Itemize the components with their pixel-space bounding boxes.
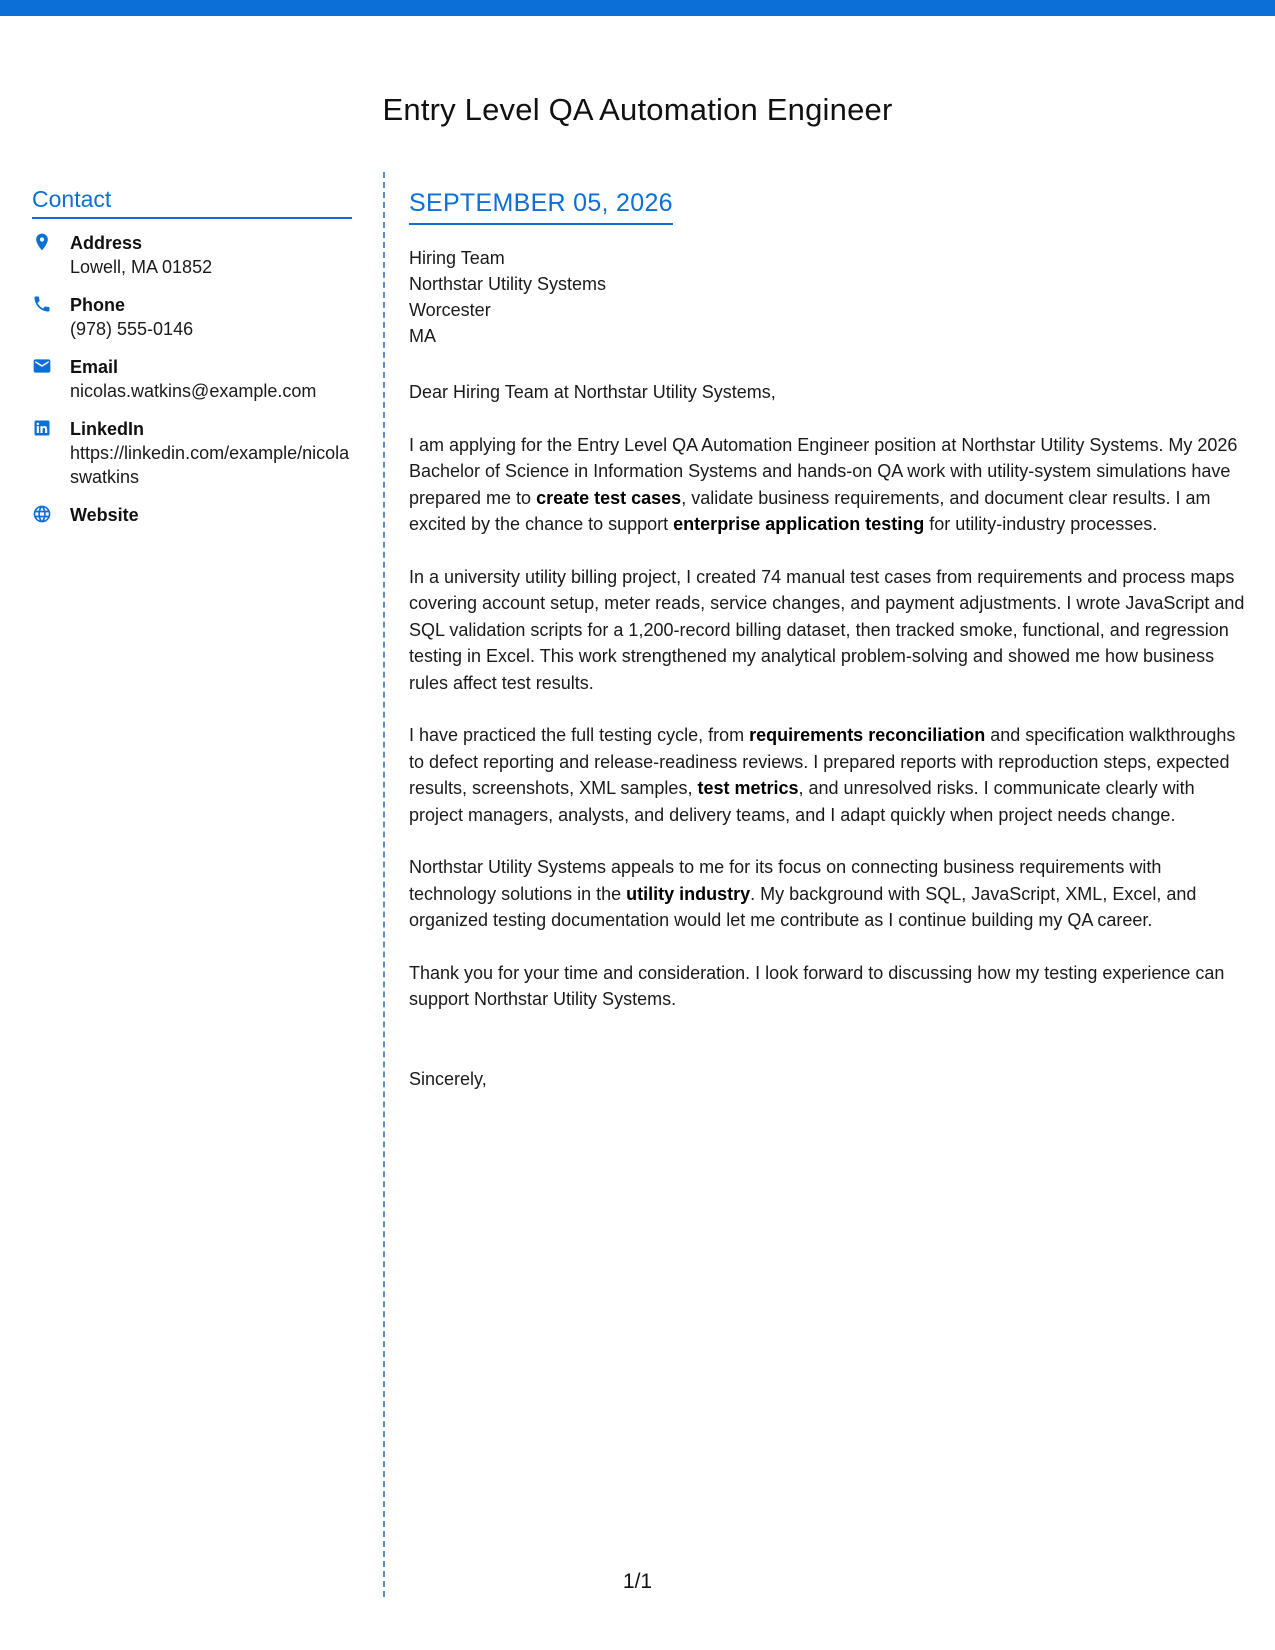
recipient-line: Worcester [409, 300, 491, 320]
paragraph-text: , validate business requirements, and document clear results. I am excited by the chance to support [409, 487, 1211, 534]
linkedin-label: LinkedIn [70, 419, 145, 439]
paragraph-text: Thank you for your time and consideration. I look forward to discussing how my testing experience can support Northstar Utility Systems. [409, 962, 1225, 1009]
recipient-block [409, 245, 1251, 349]
paragraph-text: , and unresolved risks. I communicate clearly with project managers, analysts, and delivery teams, and I adapt quickly when project needs change. [409, 778, 1195, 825]
paragraph-text: I have practiced the full testing cycle, from [409, 725, 750, 745]
paragraph-text: In a university utility billing project, I created 74 manual test cases from requirements and process maps covering account setup, meter reads, service changes, and payment adjustments. I wrote JavaScript and SQL validation scripts for a 1,200-record billing dataset, then tracked smoke, functional, and regression testing in Excel. This work strengthened my analytical problem-solving and showed me how business rules affect test results. [409, 566, 1245, 693]
address-value: Lowell, MA 01852 [70, 257, 213, 277]
contact-item-address [32, 231, 352, 279]
document-title: Entry Level QA Automation Engineer [382, 92, 893, 127]
recipient-line: MA [409, 326, 436, 346]
phone-value[interactable]: (978) 555-0146 [70, 319, 194, 339]
contact-item-website [32, 503, 352, 527]
phone-icon [32, 293, 70, 315]
emphasis-text: test metrics [697, 778, 799, 798]
emphasis-text: create test cases [536, 487, 682, 508]
letter-paragraph [409, 722, 1251, 828]
website-label: Website [70, 505, 139, 525]
paragraph-text: for utility-industry processes. [924, 514, 1158, 534]
contact-item-phone [32, 293, 352, 341]
phone-label: Phone [70, 295, 126, 315]
paragraph-text: and specification walkthroughs to defect reporting and release-readiness reviews. I prepared reports with reproduction steps, expected results, screenshots, XML samples, [409, 725, 1236, 798]
letter-paragraph [409, 564, 1251, 697]
address-label: Address [70, 233, 143, 253]
paragraph-text: I am applying for the Entry Level QA Automation Engineer position at Northstar Utility Systems. My 2026 Bachelor of Science in Information Systems and hands-on QA work with utility-system simulations have prepared me to [409, 434, 1238, 508]
recipient-line: Northstar Utility Systems [409, 274, 607, 294]
column-divider [383, 172, 385, 1597]
paragraph-text: . My background with SQL, JavaScript, XML, Excel, and organized testing documentation would let me contribute as I continue building my QA career. [409, 883, 1197, 930]
contact-item-email [32, 355, 352, 403]
paragraph-text: Northstar Utility Systems appeals to me for its focus on connecting business requirements with technology solutions in the [409, 857, 1162, 904]
letter-body [409, 188, 1251, 1092]
emphasis-text: requirements reconciliation [749, 725, 986, 745]
envelope-icon [32, 355, 70, 377]
salutation: Dear Hiring Team at Northstar Utility Systems, [409, 382, 776, 402]
location-pin-icon [32, 231, 70, 253]
letter-paragraph [409, 960, 1251, 1013]
recipient-line: Hiring Team [409, 248, 505, 268]
linkedin-value[interactable]: https://linkedin.com/example/nicolaswatkins [70, 443, 350, 487]
letter-date: SEPTEMBER 05, 2026 [409, 188, 673, 225]
emphasis-text: utility industry [626, 883, 751, 904]
page-number: 1/1 [622, 1570, 653, 1593]
email-value[interactable]: nicolas.watkins@example.com [70, 381, 317, 401]
letter-paragraph [409, 854, 1251, 934]
linkedin-icon [32, 417, 70, 439]
email-label: Email [70, 357, 119, 377]
closing: Sincerely, [409, 1068, 487, 1089]
contact-sidebar [32, 186, 352, 541]
letter-paragraph [409, 432, 1251, 538]
top-accent-bar [0, 0, 1275, 16]
globe-icon [32, 503, 70, 525]
contact-item-linkedin [32, 417, 352, 489]
emphasis-text: enterprise application testing [673, 514, 925, 534]
contact-heading: Contact [32, 186, 352, 219]
